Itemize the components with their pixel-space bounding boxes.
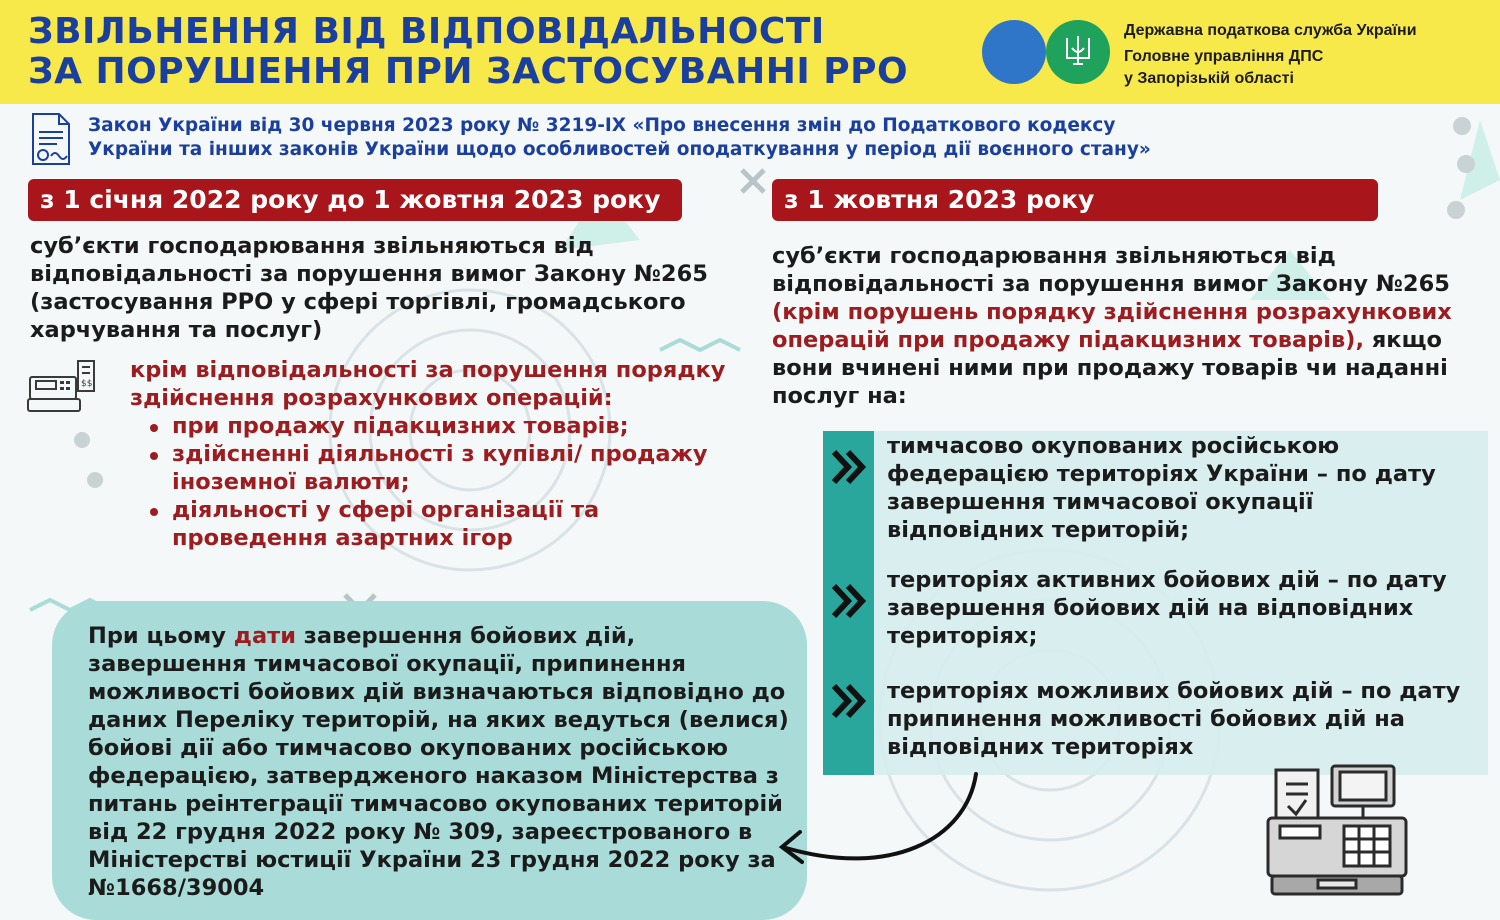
title-line-1: ЗВІЛЬНЕННЯ ВІД ВІДПОВІДАЛЬНОСТІ [28,11,825,52]
territory-item-1: тимчасово окупованих російською федерацією територіях України – по дату завершення тимчасової окупації відповідних територій; [887,433,1436,543]
law-line-2: України та інших законів України щодо особливостей оподаткування у період дії воєнного стану» [88,139,1151,160]
note-text [88,622,798,902]
right-text-part-1: суб’єкти господарювання звільняються від відповідальності за порушення вимог Закону №265 [772,243,1450,297]
org-region: у Запорізькій області [1124,70,1294,87]
exceptions-list [146,412,730,552]
right-period-ribbon: з 1 жовтня 2023 року [772,179,1378,221]
territory-item-2: територіях активних бойових дій – по дату завершення бойових дій на відповідних територіях; [887,567,1447,649]
curved-arrow-icon [770,770,990,884]
logo-blue-circle [982,20,1046,84]
left-exceptions [130,356,730,552]
note-part-2: завершення бойових дій, завершення тимчасової окупації, припинення можливості бойових дій визначаються відповідно до даних Переліку територій, на яких ведуться (велися) бойові дії або тимчасово окупованих російською федерацією, затвердженого наказом Міністерства з питань реінтеграції тимчасово окупованих територій від 22 грудня 2022 року № 309, зареєстрованого в Міністерстві юстиції України 23 грудня 2022 року за №1668/39004 [88,623,789,901]
note-part-1: При цьому [88,623,234,649]
list-item: здійсненні діяльності з купівлі/ продажу іноземної валюти; [146,440,730,496]
trident-icon [1064,34,1092,70]
chevron-double-icon [828,446,870,492]
right-main-text [772,242,1472,410]
register-terminal-icon [1262,760,1412,904]
org-department: Головне управління ДПС [1124,48,1324,65]
left-period-ribbon: з 1 січня 2022 року до 1 жовтня 2023 року [28,179,682,221]
note-highlight: дати [233,623,296,649]
right-text-part-2: якщо вони вчинені ними при продажу товарів чи наданні послуг на: [772,327,1448,409]
organization [1124,20,1417,90]
right-text-exception: (крім порушень порядку здійснення розрахункових операцій при продажу підакцизних товарів), [772,299,1452,353]
law-line-1: Закон України від 30 червня 2023 року № 3219-ІХ «Про внесення змін до Податкового кодексу [88,115,1116,136]
left-main-text: суб’єкти господарювання звільняються від відповідальності за порушення вимог Закону №265 (застосування РРО у сфері торгівлі, громадського харчування та послуг) [30,233,708,343]
chevron-double-icon [828,580,870,626]
list-item: при продажу підакцизних товарів; [146,412,730,440]
header [0,0,1500,104]
page-title [28,12,908,92]
exceptions-intro: крім відповідальності за порушення порядку здійснення розрахункових операцій: [130,357,726,411]
org-name: Державна податкова служба України [1124,22,1417,39]
cash-register-icon [26,357,98,421]
document-icon [27,112,73,170]
chevron-double-icon [828,680,870,726]
list-item: діяльності у сфері організації та проведення азартних ігор [146,496,730,552]
logo-green-circle [1046,20,1110,84]
svg-text:$$: $$ [81,379,93,389]
territory-item-3: територіях можливих бойових дій – по дату припинення можливості бойових дій на відповідних територіях [887,678,1461,760]
title-line-2: ЗА ПОРУШЕННЯ ПРИ ЗАСТОСУВАННІ РРО [28,51,909,92]
law-reference [88,114,1328,162]
